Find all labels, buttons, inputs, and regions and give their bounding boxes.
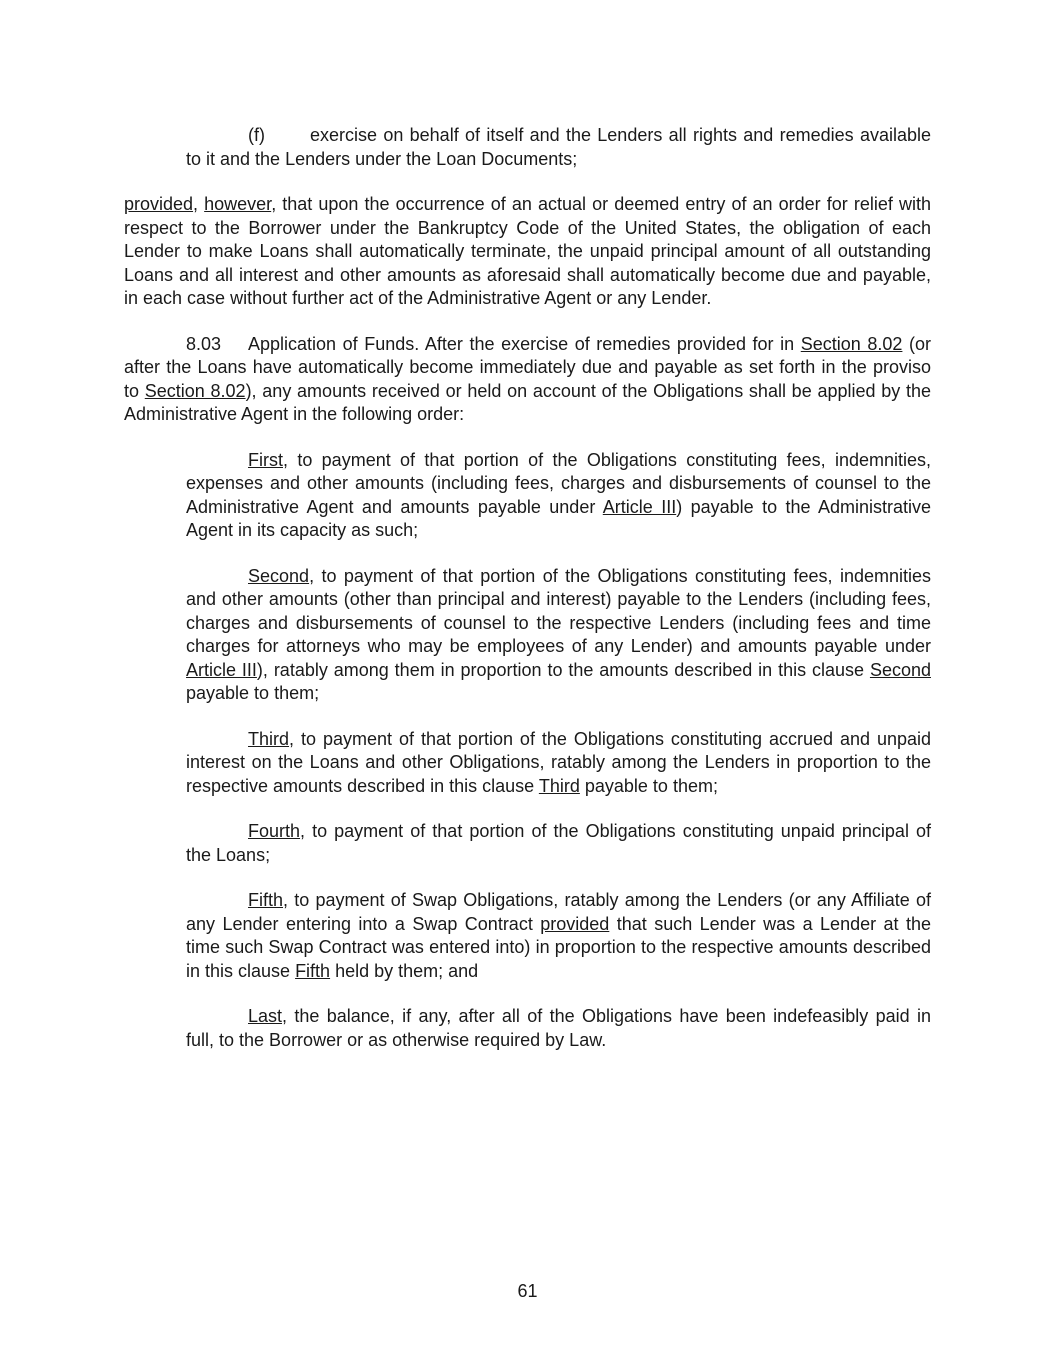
second-text-1: , to payment of that portion of the Obligations constituting fees, indemnities and other amounts (other than principal and interest) payable to the Lenders (including fees, charges and disbursements of counsel to the respective Lenders (including fees and time charges for attorneys who may be employees of any Lender) and amounts payable under	[186, 565, 931, 656]
first-label: First	[248, 449, 283, 470]
section-ref-1: Section 8.02	[800, 333, 903, 354]
third-text-2: payable to them;	[579, 775, 718, 796]
section-heading: Application of Funds.	[248, 333, 420, 354]
section-number: 8.03	[186, 333, 222, 354]
last-label: Last	[248, 1006, 283, 1026]
fifth-text-2: that such Lender was a Lender at the time such Swap Contract was entered into) in proportion to the respective amounts described in this clause	[186, 913, 931, 981]
fifth-label-2: Fifth	[295, 960, 331, 981]
waterfall-third	[186, 728, 931, 799]
clause-f-label: (f)	[248, 125, 265, 145]
waterfall-last	[186, 1005, 931, 1052]
fourth-text: , to payment of that portion of the Obligations constituting unpaid principal of the Loans;	[186, 821, 931, 865]
last-text: , the balance, if any, after all of the Obligations have been indefeasibly paid in full, to the Borrower or as otherwise required by Law.	[186, 1006, 931, 1050]
waterfall-fourth	[186, 820, 931, 867]
fifth-provided: provided	[540, 913, 610, 934]
fifth-label: Fifth	[248, 890, 284, 910]
clause-f-text: exercise on behalf of itself and the Lenders all rights and remedies available to it and the Lenders under the Loan Documents;	[186, 125, 931, 169]
section-8-03	[124, 333, 931, 427]
fifth-text-3: held by them; and	[330, 960, 479, 981]
section-ref-2: Section 8.02	[144, 380, 246, 401]
third-text-1: , to payment of that portion of the Obligations constituting accrued and unpaid interest on the Loans and other Obligations, ratably among the Lenders in proportion to the respective amounts described in this clause	[186, 728, 931, 796]
second-label: Second	[248, 565, 310, 586]
fifth-text-1: , to payment of Swap Obligations, ratably among the Lenders (or any Affiliate of any Lender entering into a Swap Contract	[186, 890, 931, 934]
clause-f	[186, 124, 931, 171]
second-label-2: Second	[869, 659, 931, 680]
proviso-sep: ,	[193, 194, 205, 214]
third-label: Third	[248, 728, 290, 749]
first-text-1: , to payment of that portion of the Obligations constituting fees, indemnities, expenses and other amounts (including fees, charges and disbursements of counsel to the Administrative Agent and amounts payable under	[186, 449, 931, 517]
first-ref: Article III	[602, 496, 677, 517]
waterfall-first	[186, 449, 931, 543]
proviso-however: however	[204, 194, 272, 214]
section-text-3: ), any amounts received or held on account of the Obligations shall be applied by the Administrative Agent in the following order:	[124, 380, 931, 424]
second-text-3: payable to them;	[186, 683, 320, 703]
waterfall-fifth	[186, 889, 931, 983]
proviso-paragraph	[124, 193, 931, 311]
third-label-2: Third	[538, 775, 580, 796]
page-number: 61	[517, 1281, 538, 1301]
proviso-provided: provided	[124, 194, 194, 214]
document-body	[124, 124, 931, 1052]
fourth-label: Fourth	[248, 821, 301, 841]
proviso-text: , that upon the occurrence of an actual or deemed entry of an order for relief with respect to the Borrower under the Bankruptcy Code of the United States, the obligation of each Lender to make Loans shall automatically terminate, the unpaid principal amount of all outstanding Loans and all interest and other amounts as aforesaid shall automatically become due and payable, in each case without further act of the Administrative Agent or any Lender.	[124, 194, 931, 308]
first-text-2: ) payable to the Administrative Agent in its capacity as such;	[186, 496, 931, 540]
waterfall-second	[186, 565, 931, 706]
second-text-2: ), ratably among them in proportion to the amounts described in this clause	[256, 659, 870, 680]
second-ref: Article III	[186, 659, 257, 680]
section-text-1: After the exercise of remedies provided for in	[419, 333, 801, 354]
section-text-2: (or after the Loans have automatically become immediately due and payable as set forth in the proviso to	[124, 333, 932, 401]
